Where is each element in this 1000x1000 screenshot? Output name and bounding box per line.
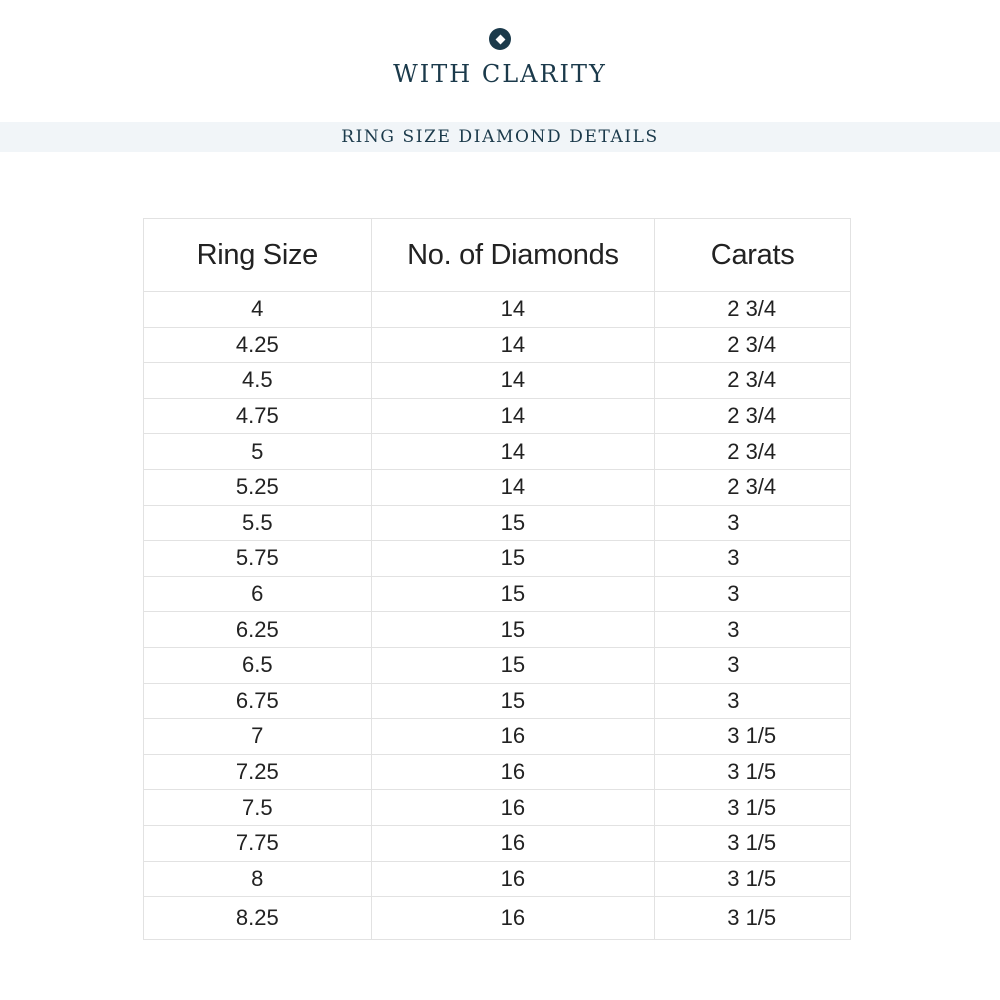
cell-carats: 2 3/4 bbox=[655, 327, 851, 363]
header-ring-size: Ring Size bbox=[144, 219, 372, 292]
cell-ring-size: 6.25 bbox=[144, 612, 372, 648]
cell-no-of-diamonds: 15 bbox=[371, 505, 655, 541]
cell-no-of-diamonds: 14 bbox=[371, 292, 655, 328]
cell-carats: 2 3/4 bbox=[655, 292, 851, 328]
table-row bbox=[144, 825, 851, 861]
cell-carats: 3 1/5 bbox=[655, 719, 851, 755]
diamond-logo-icon bbox=[489, 28, 511, 50]
cell-carats: 3 1/5 bbox=[655, 754, 851, 790]
table-row bbox=[144, 683, 851, 719]
cell-carats: 3 1/5 bbox=[655, 861, 851, 897]
header-carats: Carats bbox=[655, 219, 851, 292]
cell-ring-size: 5.75 bbox=[144, 541, 372, 577]
cell-ring-size: 6.75 bbox=[144, 683, 372, 719]
cell-carats: 2 3/4 bbox=[655, 469, 851, 505]
cell-ring-size: 8 bbox=[144, 861, 372, 897]
table-row bbox=[144, 434, 851, 470]
cell-ring-size: 4 bbox=[144, 292, 372, 328]
table-header-row bbox=[144, 219, 851, 292]
cell-carats: 3 1/5 bbox=[655, 825, 851, 861]
cell-ring-size: 6 bbox=[144, 576, 372, 612]
brand-name: WITH CLARITY bbox=[393, 60, 607, 88]
cell-ring-size: 7.5 bbox=[144, 790, 372, 826]
table-row bbox=[144, 647, 851, 683]
table-row bbox=[144, 719, 851, 755]
cell-ring-size: 4.5 bbox=[144, 363, 372, 399]
cell-ring-size: 7.25 bbox=[144, 754, 372, 790]
cell-carats: 2 3/4 bbox=[655, 398, 851, 434]
cell-no-of-diamonds: 15 bbox=[371, 647, 655, 683]
cell-carats: 3 1/5 bbox=[655, 897, 851, 940]
table-body bbox=[144, 292, 851, 940]
cell-carats: 2 3/4 bbox=[655, 434, 851, 470]
cell-no-of-diamonds: 16 bbox=[371, 897, 655, 940]
table-row bbox=[144, 576, 851, 612]
cell-ring-size: 5.25 bbox=[144, 469, 372, 505]
cell-no-of-diamonds: 16 bbox=[371, 790, 655, 826]
cell-ring-size: 7.75 bbox=[144, 825, 372, 861]
ring-size-table bbox=[143, 218, 851, 940]
cell-no-of-diamonds: 15 bbox=[371, 612, 655, 648]
table-row bbox=[144, 861, 851, 897]
table-row bbox=[144, 363, 851, 399]
table-row bbox=[144, 505, 851, 541]
cell-no-of-diamonds: 14 bbox=[371, 363, 655, 399]
cell-no-of-diamonds: 14 bbox=[371, 398, 655, 434]
table-row bbox=[144, 469, 851, 505]
table-row bbox=[144, 612, 851, 648]
cell-ring-size: 5.5 bbox=[144, 505, 372, 541]
cell-ring-size: 4.75 bbox=[144, 398, 372, 434]
cell-no-of-diamonds: 14 bbox=[371, 469, 655, 505]
cell-ring-size: 7 bbox=[144, 719, 372, 755]
cell-no-of-diamonds: 15 bbox=[371, 541, 655, 577]
table-row bbox=[144, 541, 851, 577]
table-row bbox=[144, 327, 851, 363]
table-row bbox=[144, 790, 851, 826]
cell-no-of-diamonds: 16 bbox=[371, 754, 655, 790]
cell-no-of-diamonds: 14 bbox=[371, 434, 655, 470]
cell-no-of-diamonds: 15 bbox=[371, 576, 655, 612]
cell-no-of-diamonds: 15 bbox=[371, 683, 655, 719]
table-row bbox=[144, 897, 851, 940]
cell-ring-size: 4.25 bbox=[144, 327, 372, 363]
cell-carats: 3 bbox=[655, 612, 851, 648]
cell-carats: 3 bbox=[655, 647, 851, 683]
cell-no-of-diamonds: 14 bbox=[371, 327, 655, 363]
cell-carats: 3 1/5 bbox=[655, 790, 851, 826]
cell-carats: 3 bbox=[655, 683, 851, 719]
cell-no-of-diamonds: 16 bbox=[371, 825, 655, 861]
header-no-of-diamonds: No. of Diamonds bbox=[371, 219, 655, 292]
table-row bbox=[144, 754, 851, 790]
cell-ring-size: 6.5 bbox=[144, 647, 372, 683]
cell-no-of-diamonds: 16 bbox=[371, 861, 655, 897]
cell-no-of-diamonds: 16 bbox=[371, 719, 655, 755]
cell-carats: 3 bbox=[655, 541, 851, 577]
cell-carats: 3 bbox=[655, 505, 851, 541]
page-title: RING SIZE DIAMOND DETAILS bbox=[0, 122, 1000, 152]
table-row bbox=[144, 398, 851, 434]
table-row bbox=[144, 292, 851, 328]
cell-ring-size: 5 bbox=[144, 434, 372, 470]
cell-ring-size: 8.25 bbox=[144, 897, 372, 940]
cell-carats: 3 bbox=[655, 576, 851, 612]
cell-carats: 2 3/4 bbox=[655, 363, 851, 399]
